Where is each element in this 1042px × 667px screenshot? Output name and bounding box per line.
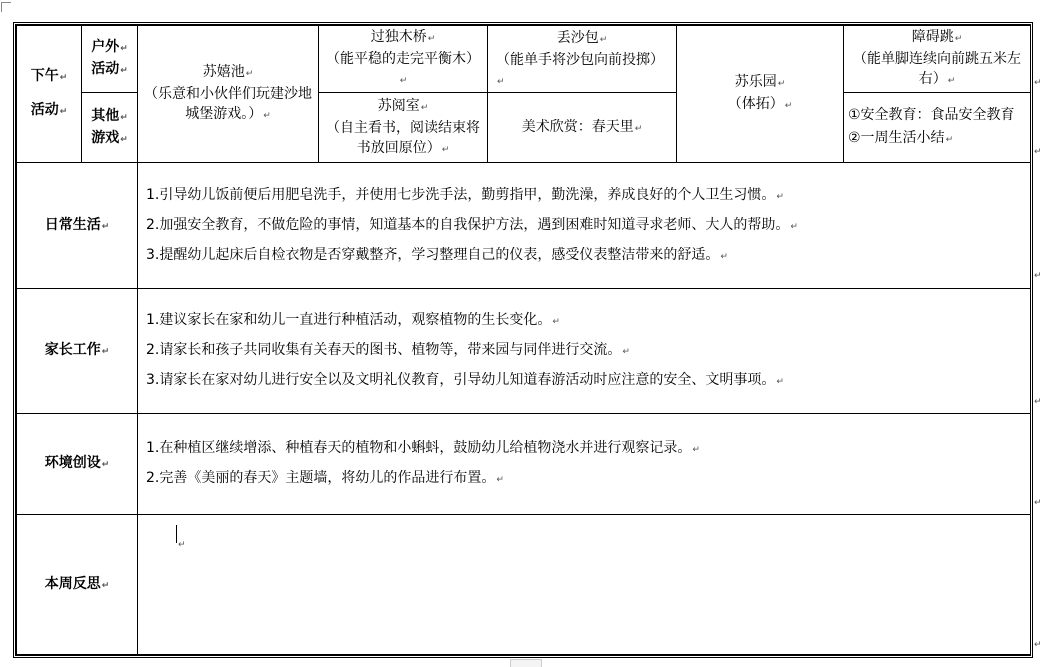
daily-life-item: 1.引导幼儿饭前便后用肥皂洗手，并使用七步洗手法，勤剪指甲，勤洗澡，养成良好的个人卫生习惯。↵ (146, 186, 784, 203)
reflection-label: 本周反思↵ (17, 515, 138, 655)
environment-item: 2.完善《美丽的春天》主题墙，将幼儿的作品进行布置。↵ (146, 470, 504, 486)
day3-outdoor-cell: 丢沙包↵ （能单手将沙包向前投掷）↵ (488, 26, 677, 93)
daily-life-label: 日常生活↵ (17, 163, 138, 289)
day5-other-cell: ①安全教育：食品安全教育 ②一周生活小结↵ (844, 93, 1031, 163)
parent-work-item: 3.请家长在家对幼儿进行安全以及文明礼仪教育，引导幼儿知道春游活动时应注意的安全、文明事项。↵ (146, 372, 784, 388)
row-end-mark: ↵ (1034, 640, 1042, 650)
row-end-mark: ↵ (1034, 397, 1042, 407)
day2-other-cell: 苏阅室↵ （自主看书，阅读结束将书放回原位）↵ (319, 93, 488, 163)
daily-life-item: 2.加强安全教育，不做危险的事情，知道基本的自我保护方法，遇到困难时知道寻求老师、大人的帮助。↵ (146, 216, 798, 233)
day1-activity-cell: 苏嬉池↵ （乐意和小伙伴们玩建沙地城堡游戏。）↵ (138, 26, 319, 163)
outdoor-activity-label: 户外↵ 活动↵ (82, 26, 138, 93)
paragraph-mark: ↵ (178, 540, 186, 550)
environment-item: 1.在种植区继续增添、种植春天的植物和小蝌蚪，鼓励幼儿给植物浇水并进行观察记录。↵ (146, 440, 700, 456)
row-end-mark: ↵ (1034, 78, 1042, 88)
day4-activity-cell: 苏乐园↵ （体拓）↵ (677, 26, 844, 163)
parent-work-label: 家长工作↵ (17, 289, 138, 414)
other-games-label: 其他↵ 游戏↵ (82, 93, 138, 163)
page-corner-marker (1, 2, 11, 12)
day2-outdoor-cell: 过独木桥↵ （能平稳的走完平衡木）↵ (319, 26, 488, 93)
environment-label: 环境创设↵ (17, 414, 138, 515)
weekly-plan-table (13, 22, 1033, 658)
parent-work-item: 2.请家长和孩子共同收集有关春天的图书、植物等，带来园与同伴进行交流。↵ (146, 342, 630, 358)
parent-work-item: 1.建议家长在家和幼儿一直进行种植活动，观察植物的生长变化。↵ (146, 312, 560, 328)
reflection-content[interactable] (138, 515, 1031, 655)
text-cursor (176, 525, 177, 543)
day5-outdoor-cell: 障碍跳↵ （能单脚连续向前跳五米左右）↵ (844, 26, 1031, 93)
daily-life-item: 3.提醒幼儿起床后自检衣物是否穿戴整齐，学习整理自己的仪表，感受仪表整洁带来的舒适。↵ (146, 246, 728, 263)
daily-life-content (138, 163, 1031, 289)
day3-other-cell: 美术欣赏：春天里↵ (488, 93, 677, 163)
row-end-mark: ↵ (1034, 271, 1042, 281)
row-end-mark: ↵ (1034, 498, 1042, 508)
row-end-mark: ↵ (1034, 147, 1042, 157)
parent-work-content (138, 289, 1031, 414)
afternoon-activity-label: 下午↵ 活动↵ (17, 26, 82, 163)
environment-content (138, 414, 1031, 515)
